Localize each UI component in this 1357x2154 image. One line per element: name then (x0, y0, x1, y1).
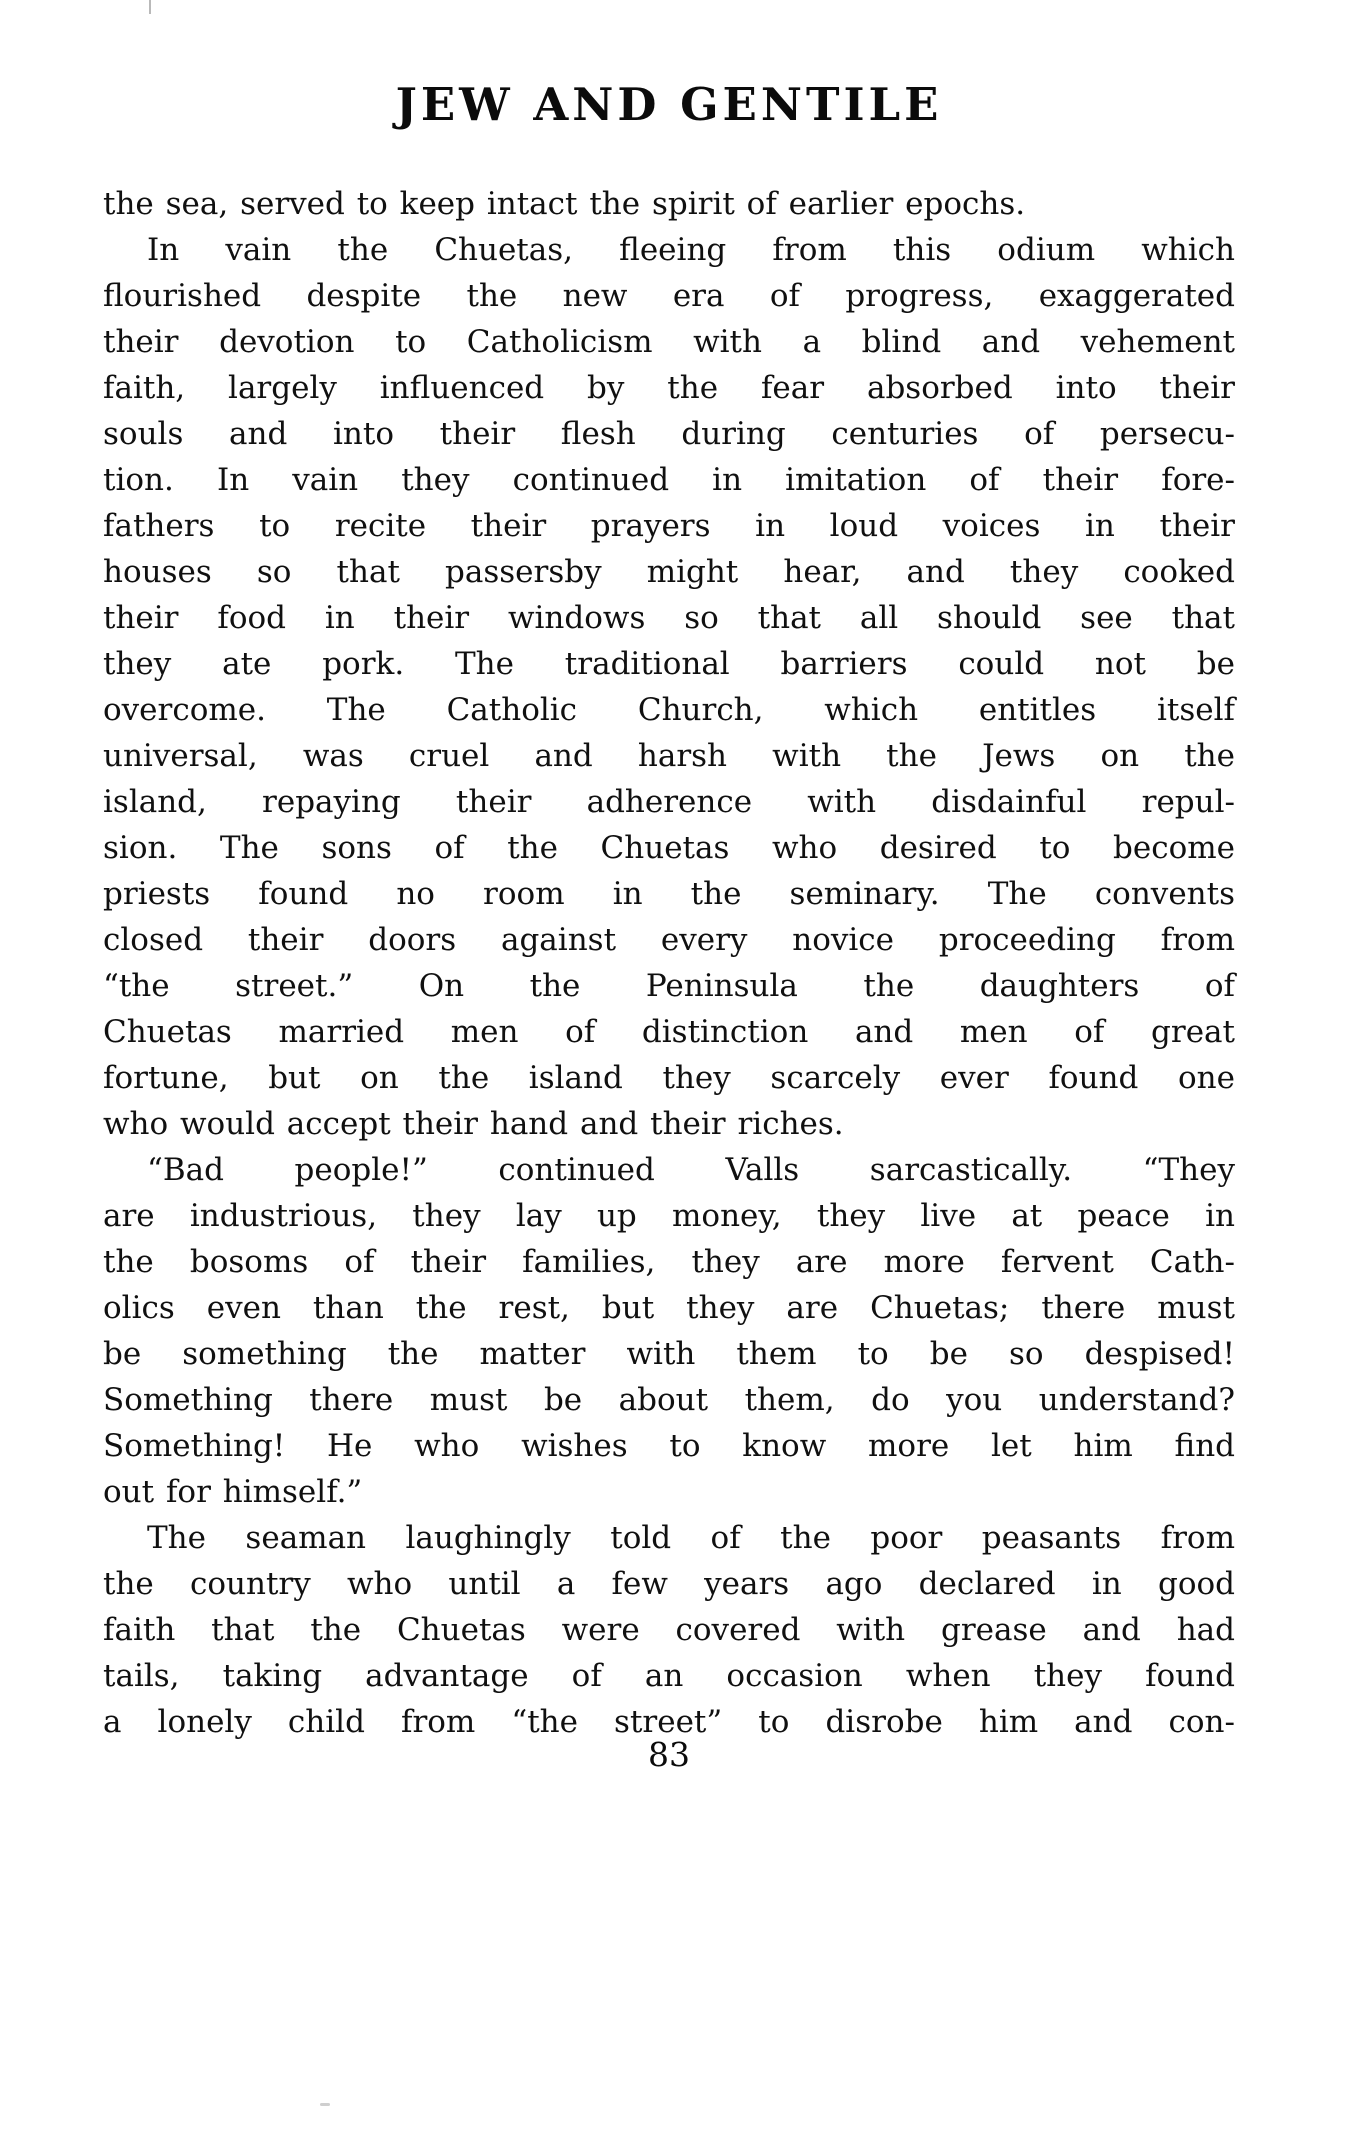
text-line: the country who until a few years ago declared in good (103, 1566, 1235, 1602)
text-line: Something! He who wishes to know more let him find (103, 1428, 1235, 1464)
page-title: JEW AND GENTILE (395, 78, 943, 131)
text-line: universal, was cruel and harsh with the Jews on the (103, 738, 1235, 774)
text-line: faith, largely influenced by the fear absorbed into their (103, 370, 1235, 406)
text-line: In vain the Chuetas, fleeing from this odium which (147, 232, 1235, 268)
text-line: flourished despite the new era of progress, exaggerated (103, 278, 1235, 314)
text-line: who would accept their hand and their riches. (103, 1106, 844, 1142)
page-number: 83 (648, 1735, 690, 1774)
text-line: overcome. The Catholic Church, which entitles itself (103, 692, 1235, 728)
text-line: “Bad people!” continued Valls sarcastically. “They (147, 1152, 1235, 1188)
text-line: the bosoms of their families, they are more fervent Cath- (103, 1244, 1235, 1280)
text-line: Something there must be about them, do you understand? (103, 1382, 1235, 1418)
text-line: The seaman laughingly told of the poor peasants from (147, 1520, 1235, 1556)
text-line: olics even than the rest, but they are Chuetas; there must (103, 1290, 1235, 1326)
text-line: houses so that passersby might hear, and they cooked (103, 554, 1235, 590)
text-line: fathers to recite their prayers in loud voices in their (103, 508, 1235, 544)
scan-artifact (320, 2103, 330, 2106)
body-text (103, 181, 1235, 1745)
text-line: their devotion to Catholicism with a blind and vehement (103, 324, 1235, 360)
text-line: fortune, but on the island they scarcely ever found one (103, 1060, 1235, 1096)
text-line: island, repaying their adherence with disdainful repul- (103, 784, 1235, 820)
scan-artifact (149, 0, 151, 14)
text-line: closed their doors against every novice proceeding from (103, 922, 1235, 958)
text-line: priests found no room in the seminary. The convents (103, 876, 1235, 912)
text-line: a lonely child from “the street” to disrobe him and con- (103, 1704, 1235, 1740)
text-line: souls and into their flesh during centuries of persecu- (103, 416, 1235, 452)
text-line: Chuetas married men of distinction and men of great (103, 1014, 1235, 1050)
text-line: be something the matter with them to be so despised! (103, 1336, 1235, 1372)
text-line: sion. The sons of the Chuetas who desired to become (103, 830, 1235, 866)
text-line: “the street.” On the Peninsula the daughters of (103, 968, 1235, 1004)
text-line: tion. In vain they continued in imitation of their fore- (103, 462, 1235, 498)
text-line: faith that the Chuetas were covered with grease and had (103, 1612, 1235, 1648)
text-line: they ate pork. The traditional barriers could not be (103, 646, 1235, 682)
text-line: out for himself.” (103, 1474, 363, 1510)
text-line: are industrious, they lay up money, they live at peace in (103, 1198, 1235, 1234)
text-line: their food in their windows so that all should see that (103, 600, 1235, 636)
text-line: the sea, served to keep intact the spirit of earlier epochs. (103, 186, 1026, 222)
text-line: tails, taking advantage of an occasion when they found (103, 1658, 1235, 1694)
